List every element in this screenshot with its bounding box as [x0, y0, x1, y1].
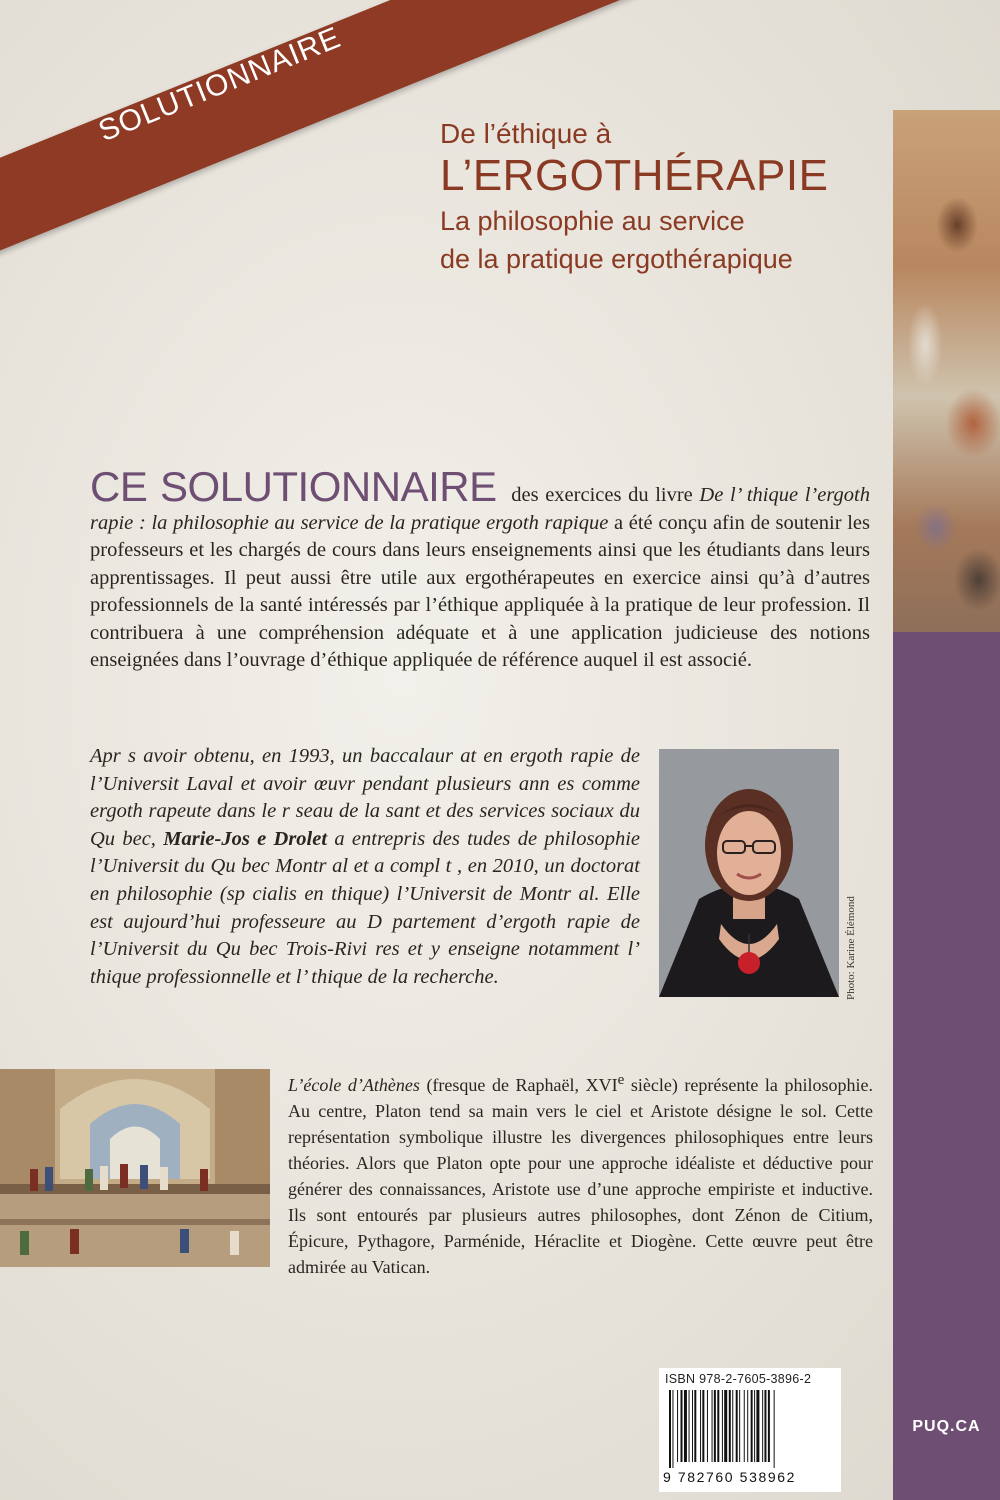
barcode-bar	[684, 1390, 687, 1462]
fresco-detail-strip	[893, 110, 1000, 632]
description-book-title: De l’ thique l’ergoth rapie : la philosophie au service de la pratique ergoth rapique	[90, 484, 871, 534]
barcode-bar	[768, 1390, 770, 1462]
caption-text-b: siècle) représente la philosophie. Au centre, Platon tend sa main vers le ciel et Aristote désigne le sol. Cette représentation symbolique illustre les divergences philosophiques entre leurs théories. Alors que Platon opte pour une approche idéaliste et déductive pour générer des connaissances, Aristote use d’une approche empiriste et inductive. Ils sont entourés par plusieurs autres philosophes, dont Zénon de Citium, Épicure, Pythagore, Parménide, Héraclite et Diogène. Cette œuvre peut être admirée au Vatican.	[288, 1075, 873, 1277]
photo-credit: Photo: Karine Élémond	[845, 896, 857, 1000]
subtitle-line-1: La philosophie au service	[440, 206, 745, 236]
author-photo	[659, 749, 839, 997]
publisher-label: PUQ.CA	[912, 1418, 981, 1435]
barcode-bar	[729, 1390, 731, 1462]
barcode-bar	[747, 1390, 748, 1462]
barcode-bar	[694, 1390, 696, 1462]
description-body: a été conçu afin de soutenir les professeurs et les chargés de cours dans leurs enseignements ainsi que les étudiants dans leurs apprentissages. Il peut aussi être utile aux ergothérapeutes en exercice ainsi qu’à d’autres professionnels de la santé intéressés par l’éthique appliquée à la pratique de leur profession. Il contribuera à une compréhension adéquate et à une application judicieuse des notions enseignées dans l’ouvrage d’éthique appliquée de référence auquel il est associé.	[90, 511, 871, 671]
description-intro: des exercices du livre	[511, 484, 693, 506]
barcode-bar	[677, 1390, 678, 1462]
purple-spine-band	[893, 632, 1000, 1500]
barcode-bar	[681, 1390, 683, 1462]
title-pre: De l’éthique à	[440, 118, 612, 149]
barcode-bar	[669, 1390, 671, 1468]
barcode-bar	[672, 1390, 673, 1468]
barcode-bar	[744, 1390, 745, 1462]
barcode-block	[659, 1368, 841, 1492]
barcode-bar	[714, 1390, 716, 1462]
barcode-bar	[756, 1390, 759, 1462]
bio-part-1: Apr s avoir obtenu, en 1993, un baccalaur at en ergoth rapie de l’Universit Laval et avoir œuvr pendant plusieurs ann es comme ergoth rapeute dans le r seau de la sant et des services sociaux du Qu bec,	[90, 745, 640, 850]
barcode-bar	[689, 1390, 690, 1462]
author-bio	[90, 743, 640, 991]
barcode-bar	[717, 1390, 719, 1462]
barcode-bar	[722, 1390, 723, 1462]
author-name: Marie-Jos e Drolet	[163, 827, 328, 850]
barcode-digits: 9 782760 538962	[663, 1469, 796, 1485]
caption-text-a: (fresque de Raphaël, XVI	[426, 1075, 618, 1095]
barcode-bar	[751, 1390, 753, 1462]
barcode-bars	[665, 1390, 835, 1468]
barcode-bar	[724, 1390, 727, 1462]
barcode-bar	[764, 1390, 766, 1462]
fresco-illustration	[0, 1069, 270, 1267]
bio-part-2: a entrepris des tudes de philosophie l’Universit du Qu bec Montr al et a compl t , en 2010, un doctorat en philosophie (sp cialis en thique) l’Universit de Montr al. Elle est aujourd’hui professeure au D partement d’ergoth rapie de l’Universit du Qu bec Trois-Rivi res et y enseigne notamment l’ thique professionnelle et l’ thique de la recherche.	[90, 827, 641, 988]
barcode-bar	[732, 1390, 733, 1462]
book-title: L’ERGOTHÉRAPIE	[440, 151, 829, 200]
barcode-bar	[774, 1390, 775, 1468]
barcode-bar	[700, 1390, 701, 1462]
subtitle-line-2: de la pratique ergothérapique	[440, 244, 793, 274]
caption-artwork-title: L’école d’Athènes	[288, 1075, 420, 1095]
barcode-bar	[754, 1390, 755, 1462]
barcode-bar	[736, 1390, 738, 1462]
barcode-bar	[707, 1390, 708, 1462]
school-of-athens-image	[0, 1069, 270, 1267]
title-block	[440, 118, 880, 278]
description-paragraph	[90, 463, 871, 675]
barcode-bar	[702, 1390, 704, 1462]
author-portrait-illustration	[659, 749, 839, 997]
ribbon-label: SOLUTIONNAIRE	[93, 20, 346, 149]
description-lead: CE SOLUTIONNAIRE	[90, 463, 497, 510]
caption-superscript: e	[617, 1072, 625, 1088]
fresco-caption	[288, 1067, 873, 1280]
isbn-label: ISBN 978-2-7605-3896-2	[665, 1372, 812, 1386]
barcode-bar	[762, 1390, 763, 1462]
barcode-bar	[712, 1390, 713, 1462]
barcode-bar	[692, 1390, 693, 1462]
barcode-bar	[739, 1390, 740, 1462]
